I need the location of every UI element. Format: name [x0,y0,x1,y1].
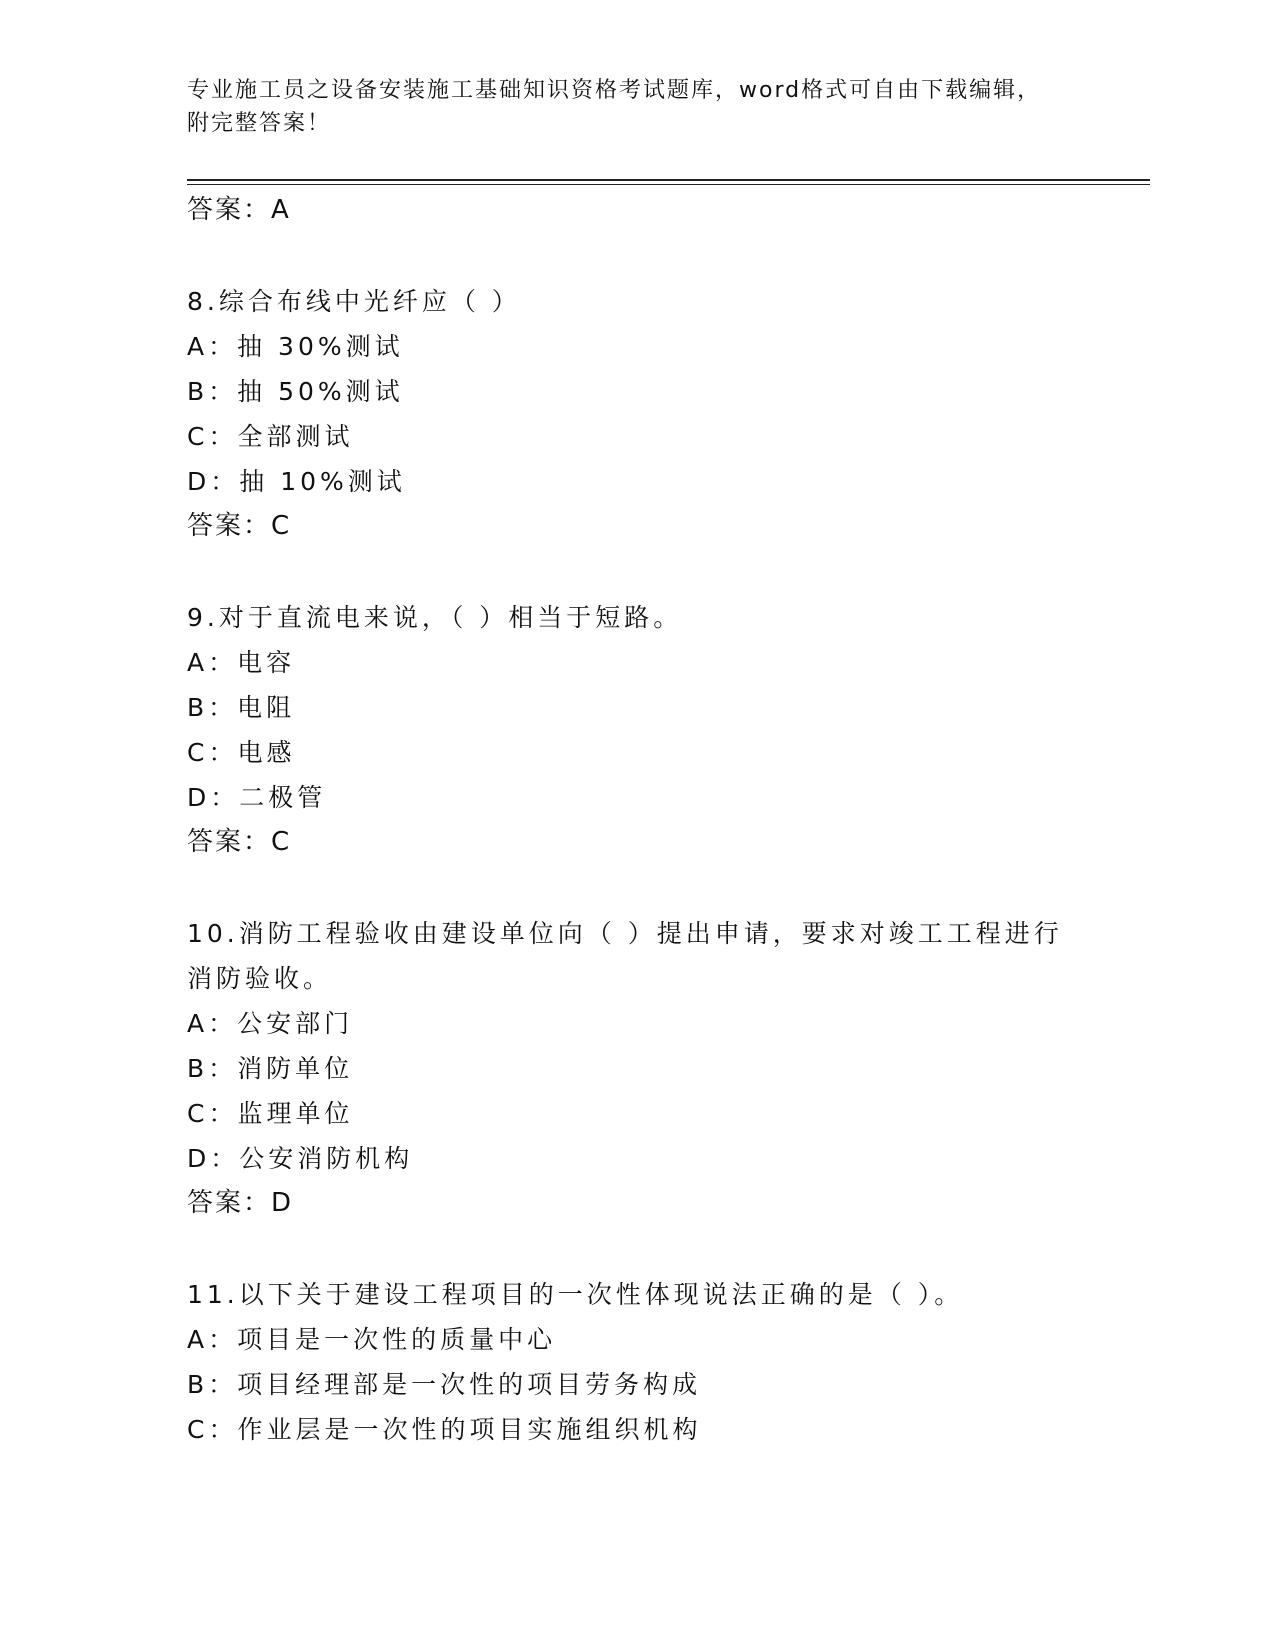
question-10 [187,911,1087,1226]
header-line-1: 专业施工员之设备安装施工基础知识资格考试题库，word格式可自由下载编辑， [187,78,1042,103]
question-stem-line-2: 消防验收。 [187,964,333,993]
option-d: D：公安消防机构 [187,1144,414,1173]
option-b: B：抽 50%测试 [187,377,404,406]
header-divider-thick [187,179,1150,181]
option-d: D：抽 10%测试 [187,467,406,496]
option-c: C：全部测试 [187,422,354,451]
option-a: A：公安部门 [187,1009,354,1038]
option-b: B：消防单位 [187,1054,354,1083]
question-stem-line-1: 10.消防工程验收由建设单位向（ ）提出申请，要求对竣工工程进行 [187,919,1063,948]
option-c: C：作业层是一次性的项目实施组织机构 [187,1415,702,1444]
option-a: A：电容 [187,648,296,677]
question-stem: 8.综合布线中光纤应（ ） [187,287,521,316]
answer: 答案：C [187,511,292,541]
question-9 [187,595,1087,865]
option-a: A：抽 30%测试 [187,332,404,361]
question-stem: 11.以下关于建设工程项目的一次性体现说法正确的是（ ）。 [187,1280,964,1309]
option-c: C：监理单位 [187,1099,354,1128]
answer-previous: 答案：A [187,195,291,225]
answer: 答案：C [187,827,292,857]
question-11 [187,1272,1087,1452]
question-stem: 9.对于直流电来说，（ ）相当于短路。 [187,603,683,632]
document-header [187,74,1067,140]
option-c: C：电感 [187,738,296,767]
question-list [187,188,1087,1452]
option-b: B：项目经理部是一次性的项目劳务构成 [187,1370,702,1399]
answer: 答案：D [187,1188,294,1218]
option-b: B：电阻 [187,693,296,722]
option-d: D：二极管 [187,783,327,812]
header-divider-thin [187,184,1150,185]
header-line-2: 附完整答案！ [187,111,332,136]
question-8 [187,279,1087,549]
option-a: A：项目是一次性的质量中心 [187,1325,557,1354]
